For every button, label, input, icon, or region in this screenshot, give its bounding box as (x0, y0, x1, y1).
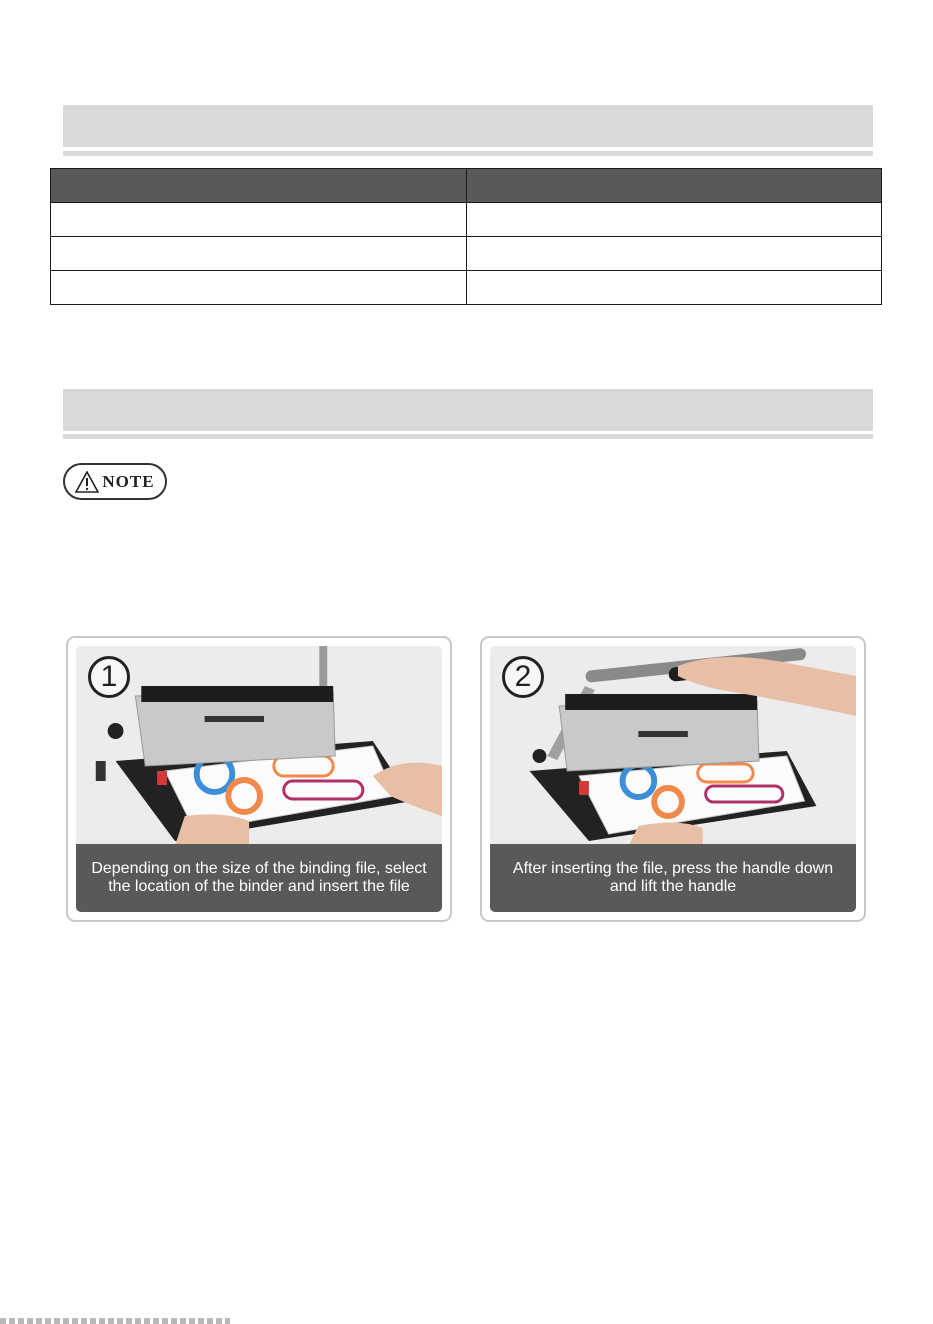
table-cell (51, 271, 467, 305)
section-header-2 (63, 389, 873, 431)
section-rule-1 (63, 151, 873, 156)
note-badge (63, 463, 167, 500)
step-number: 1 (88, 656, 130, 698)
table-cell (466, 237, 882, 271)
step-number: 2 (502, 656, 544, 698)
section-header-1 (63, 105, 873, 147)
table-row (51, 271, 882, 305)
table-row (51, 237, 882, 271)
table-header-row (51, 169, 882, 203)
step-image-frame (76, 646, 442, 912)
step-card-2 (480, 636, 866, 922)
step-caption: Depending on the size of the binding file, select the location of the binder and insert the file (76, 844, 442, 912)
step-card-1 (66, 636, 452, 922)
table-cell (51, 203, 467, 237)
binder-machine-illustration (76, 646, 442, 846)
table-row (51, 203, 882, 237)
table-header-cell (466, 169, 882, 203)
table-cell (466, 203, 882, 237)
spec-table (50, 168, 882, 305)
footer-artifact (0, 1318, 230, 1324)
section-rule-2 (63, 434, 873, 439)
warning-triangle-icon (75, 471, 99, 493)
binder-machine-illustration (490, 646, 856, 846)
step-caption: After inserting the file, press the handle down and lift the handle (490, 844, 856, 912)
table-header-cell (51, 169, 467, 203)
table-cell (51, 237, 467, 271)
step-image-frame (490, 646, 856, 912)
note-label: NOTE (102, 471, 155, 491)
table-cell (466, 271, 882, 305)
